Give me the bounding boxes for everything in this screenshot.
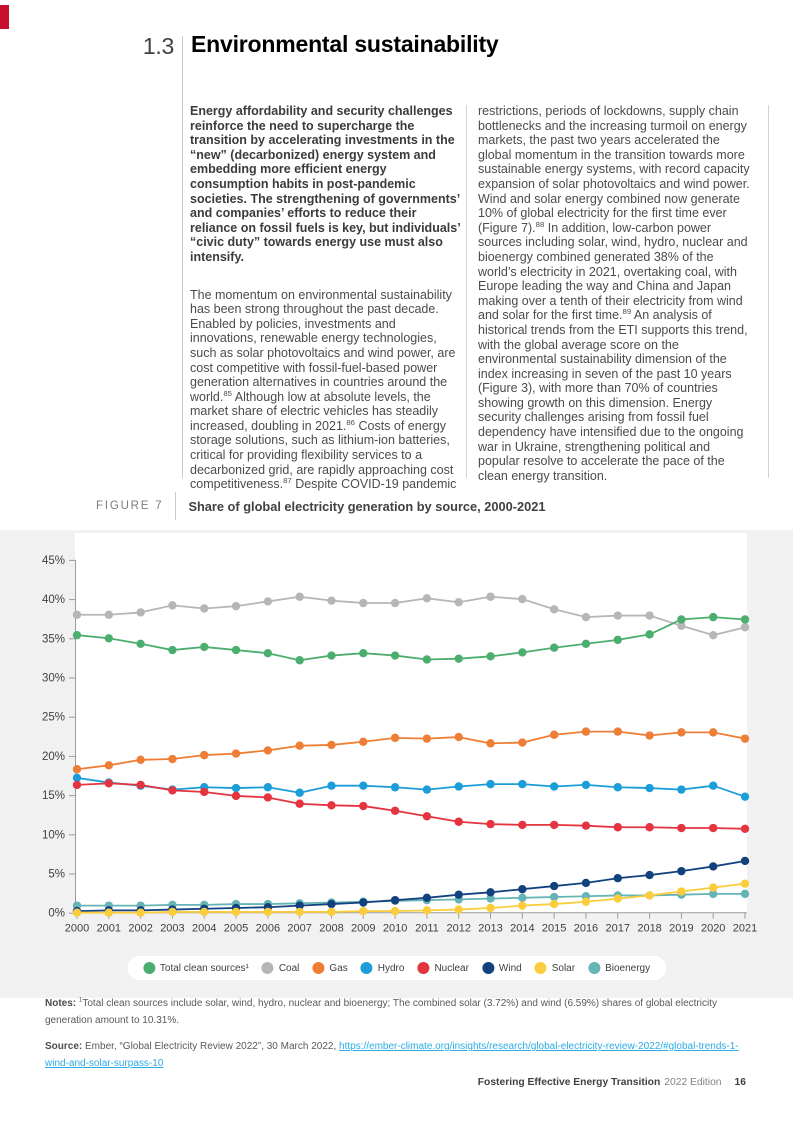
svg-text:0%: 0%: [48, 907, 65, 920]
footnote-ref: 88: [535, 219, 545, 229]
source-link[interactable]: https://ember-climate.org/insights/research/global-electricity-review-2022/#global-trends-1-wind-and-solar-surpass-10: [45, 1041, 739, 1069]
legend-swatch: [312, 962, 324, 974]
right-margin-rule: [768, 105, 769, 478]
svg-text:2010: 2010: [382, 922, 408, 935]
section-number: 1.3: [142, 33, 174, 59]
svg-text:25%: 25%: [41, 711, 65, 724]
legend-item-bioenergy: [588, 962, 650, 974]
legend-swatch: [482, 962, 494, 974]
footnote-ref: 1: [78, 996, 83, 1004]
legend-swatch: [417, 962, 429, 974]
text-run: Total clean sources include solar, wind, hydro, nuclear and bioenergy; The combined solar (3.72%) and wind (6.59%) shares of global electricity generation amount to 10.31%.: [45, 998, 717, 1026]
svg-text:2000: 2000: [64, 922, 90, 935]
svg-text:2012: 2012: [446, 922, 471, 935]
legend-label: Nuclear: [434, 962, 469, 974]
svg-text:2018: 2018: [637, 922, 662, 935]
figure-source: [45, 1038, 751, 1072]
legend-item-coal: [262, 962, 300, 974]
text-column-left: [190, 104, 464, 492]
figure-7-chart-panel: [0, 530, 793, 998]
svg-text:2013: 2013: [478, 922, 503, 935]
footer-edition: 2022 Edition: [664, 1077, 722, 1088]
footnote-ref: 89: [622, 307, 632, 317]
svg-text:2021: 2021: [732, 922, 758, 935]
text-run: Notes:: [45, 998, 79, 1009]
figure-label: FIGURE 7: [96, 500, 164, 512]
svg-text:5%: 5%: [48, 868, 65, 881]
text-run: The momentum on environmental sustainability has been strong throughout the past decade. Enabled by policies, investments and innovations, renewable energy technologies, such as solar photovoltaics and wind power, are cost competitive with fossil-fuel-based power generation alternatives in countries around the world.: [190, 287, 456, 404]
svg-text:35%: 35%: [41, 633, 65, 646]
page-title: Environmental sustainability: [191, 31, 499, 57]
legend-item-total-clean-sources: [143, 962, 249, 974]
svg-text:20%: 20%: [41, 750, 65, 763]
legend-swatch: [588, 962, 600, 974]
svg-text:2020: 2020: [700, 922, 726, 935]
legend-label: Hydro: [377, 962, 405, 974]
svg-text:2017: 2017: [605, 922, 631, 935]
chapter-color-tab: [0, 5, 9, 29]
svg-text:2011: 2011: [415, 922, 439, 935]
legend-swatch: [535, 962, 547, 974]
legend-swatch: [143, 962, 155, 974]
footnote-ref: 87: [283, 476, 292, 486]
footnote-ref: 86: [346, 417, 355, 427]
svg-text:2009: 2009: [351, 922, 376, 935]
text-run: Although low at absolute levels, the market share of electric vehicles has steadily increased, doubling in 2021.: [190, 389, 439, 433]
svg-text:2016: 2016: [573, 922, 599, 935]
legend-label: Total clean sources¹: [159, 962, 249, 974]
svg-text:2004: 2004: [191, 922, 217, 935]
line-chart: [0, 530, 793, 998]
legend-label: Gas: [329, 962, 348, 974]
legend-swatch: [361, 962, 373, 974]
svg-text:40%: 40%: [41, 594, 65, 607]
svg-text:30%: 30%: [41, 672, 65, 685]
svg-text:2008: 2008: [319, 922, 344, 935]
text-run: Ember, “Global Electricity Review 2022”, 30 March 2022,: [85, 1041, 340, 1052]
column-divider-rule: [466, 105, 467, 478]
legend-label: Wind: [498, 962, 522, 974]
text-run: Despite COVID-19 pandemic: [291, 477, 457, 492]
figure-caption-divider: [175, 492, 176, 520]
footnote-ref: 85: [223, 388, 232, 398]
legend-label: Solar: [551, 962, 576, 974]
legend-item-solar: [535, 962, 575, 974]
legend-swatch: [262, 962, 274, 974]
text-run: Costs of energy storage solutions, such as lithium-ion batteries, critical for providing flexibility services to a decarbonized grid, are rapidly approaching cost competitiveness.: [190, 418, 454, 492]
intro-paragraph: Energy affordability and security challenges reinforce the need to supercharge the transition by accelerating investments in the “new” (decarbonized) energy system and embedding more efficient energy consumption habits in post-pandemic societies. The strengthening of governments’ and companies’ efforts to reduce their reliance on fossil fuels is key, but individuals’ “civic duty” towards energy use must also intensify.: [190, 104, 460, 264]
svg-text:2015: 2015: [541, 922, 567, 935]
svg-text:2003: 2003: [160, 922, 185, 935]
legend-item-nuclear: [417, 962, 468, 974]
legend-item-gas: [312, 962, 347, 974]
text-run: restrictions, periods of lockdowns, supply chain bottlenecks and the increasing turmoil on energy markets, the past two years accelerated the global momentum in the transition towards more sustainable energy systems, with record capacity expansion of solar photovoltaics and wind power. Wind and solar energy combined now generate 10% of global electricity for the first time ever (Figure 7).: [478, 104, 750, 235]
y-axis-labels: [42, 555, 75, 920]
heading-rule: [182, 36, 183, 478]
figure-notes: [45, 995, 751, 1029]
figure-title: Share of global electricity generation by source, 2000-2021: [188, 498, 546, 514]
text-run: In addition, low-carbon power sources including solar, wind, hydro, nuclear and bioenergy combined generated 38% of the world’s electricity in 2021, overtaking coal, with Europe leading the way and China and Japan making over a tenth of their electricity from wind and solar for the first time.: [478, 220, 748, 323]
svg-text:2002: 2002: [128, 922, 153, 935]
page-number: 16: [734, 1077, 746, 1088]
legend-label: Coal: [278, 962, 300, 974]
figure-caption-row: [96, 492, 545, 520]
svg-text:2005: 2005: [223, 922, 249, 935]
text-column-right: [478, 104, 750, 483]
body-paragraph-left: [190, 288, 464, 492]
text-run: An analysis of historical trends from the ETI supports this trend, with the global average score on the environmental sustainability dimension of the index increasing in seven of the past 10 years (Figure 3), with more than 70% of countries showing growth on this dimension. Energy security challenges arising from fossil fuel dependency have intensified due to the ongoing war in Ukraine, strengthening political and popular resolve to accelerate the pace of the clean energy transition.: [478, 308, 748, 483]
legend-item-wind: [482, 962, 522, 974]
svg-text:2019: 2019: [669, 922, 694, 935]
svg-text:2007: 2007: [287, 922, 312, 935]
svg-text:2014: 2014: [510, 922, 535, 935]
text-run: Source:: [45, 1041, 86, 1052]
figure-notes-block: [45, 995, 751, 1072]
legend-item-hydro: [361, 962, 405, 974]
chart-legend: [127, 956, 666, 980]
svg-text:45%: 45%: [41, 554, 65, 567]
svg-text:10%: 10%: [41, 829, 65, 842]
svg-text:2001: 2001: [96, 922, 122, 935]
svg-text:15%: 15%: [41, 790, 65, 803]
svg-text:2006: 2006: [255, 922, 281, 935]
footer-report-title: Fostering Effective Energy Transition: [477, 1077, 661, 1088]
legend-label: Bioenergy: [605, 962, 651, 974]
body-paragraph-right: [478, 104, 750, 483]
page-footer: [478, 1077, 746, 1088]
x-axis-labels: [65, 913, 757, 935]
